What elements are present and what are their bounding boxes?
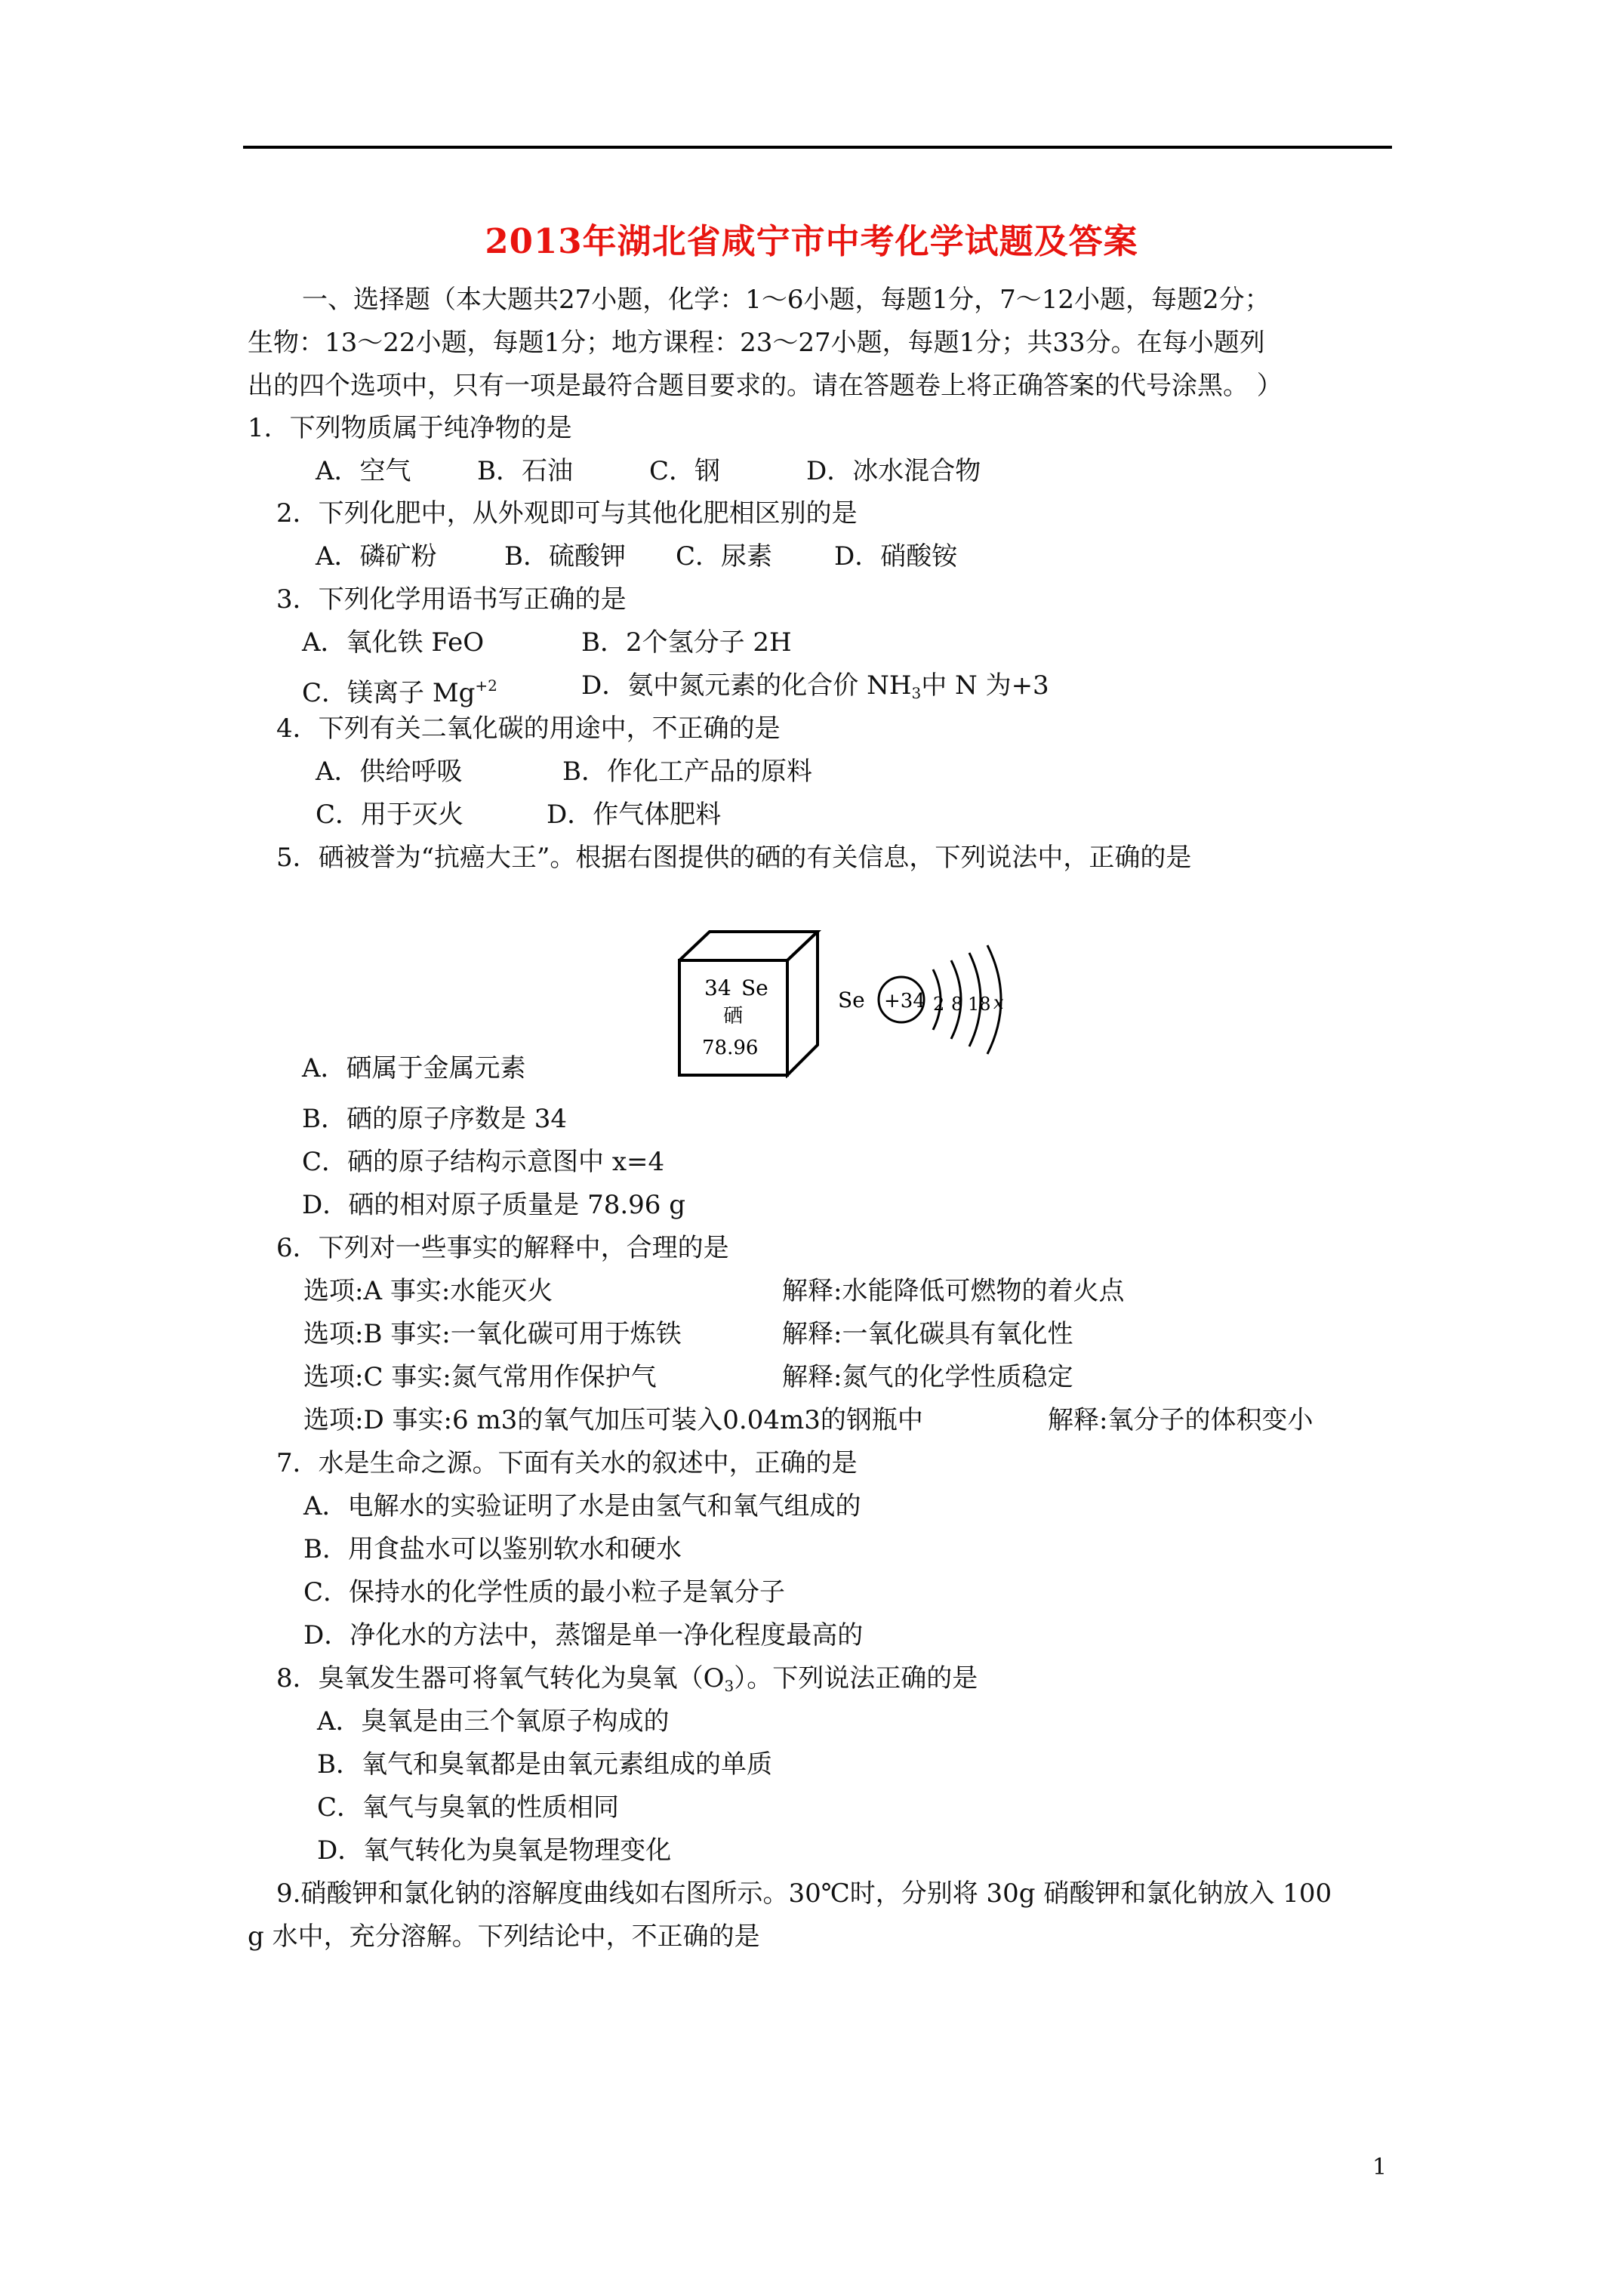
q9-line-2: g 水中，充分溶解。下列结论中，不正确的是 [248, 1922, 760, 1952]
q2-option-c: C．尿素 [676, 541, 773, 572]
q7-option-c: C．保持水的化学性质的最小粒子是氧分子 [303, 1577, 786, 1607]
q1-option-c: C．钢 [649, 456, 721, 486]
q4-stem: 4．下列有关二氧化碳的用途中，不正确的是 [276, 713, 781, 744]
q1-option-d: D．冰水混合物 [806, 456, 981, 486]
q6-stem: 6．下列对一些事实的解释中，合理的是 [276, 1233, 729, 1263]
q6-row-a-fact: 选项:A 事实:水能灭火 [303, 1276, 553, 1306]
atomic-number: 34 [704, 975, 731, 1000]
q1-stem: 1．下列物质属于纯净物的是 [248, 413, 572, 443]
element-name: 硒 [723, 1005, 744, 1028]
q2-option-d: D．硝酸铵 [834, 541, 958, 572]
q5-stem: 5．硒被誉为“抗癌大王”。根据右图提供的硒的有关信息，下列说法中，正确的是 [276, 843, 1192, 873]
q6-row-b-fact: 选项:B 事实:一氧化碳可用于炼铁 [303, 1319, 682, 1349]
q6-row-b-explain: 解释:一氧化碳具有氧化性 [782, 1319, 1073, 1349]
q5-option-c: C．硒的原子结构示意图中 x=4 [302, 1147, 665, 1177]
q5-option-b: B．硒的原子序数是 34 [302, 1104, 568, 1134]
q3-option-a: A．氧化铁 FeO [302, 627, 485, 658]
q1-option-a: A．空气 [316, 456, 411, 486]
q4-option-c: C．用于灭火 [316, 800, 464, 830]
atomic-mass: 78.96 [702, 1037, 759, 1059]
q8-option-b: B．氧气和臭氧都是由氧元素组成的单质 [317, 1749, 772, 1780]
q7-option-d: D．净化水的方法中，蒸馏是单一净化程度最高的 [303, 1620, 864, 1650]
q6-row-c-explain: 解释:氮气的化学性质稳定 [782, 1362, 1073, 1392]
atom-symbol: Se [838, 988, 865, 1012]
q3-stem: 3．下列化学用语书写正确的是 [276, 584, 627, 615]
q3-option-b: B．2个氢分子 2H [581, 627, 792, 658]
q7-option-b: B．用食盐水可以鉴别软水和硬水 [303, 1534, 682, 1564]
shell-count-3: 18 [968, 994, 991, 1015]
q9-line-1: 9.硝酸钾和氯化钠的溶解度曲线如右图所示。30℃时，分别将 30g 硝酸钾和氯化钠放入 100 [276, 1878, 1332, 1909]
nucleus-charge: +34 [884, 990, 925, 1012]
element-symbol: Se [741, 975, 768, 1000]
shell-count-2: 8 [951, 994, 963, 1015]
q6-row-a-explain: 解释:水能降低可燃物的着火点 [782, 1276, 1125, 1306]
q2-stem: 2．下列化肥中，从外观即可与其他化肥相区别的是 [276, 498, 858, 529]
q1-option-b: B．石油 [477, 456, 573, 486]
intro-line-3: 出的四个选项中，只有一项是最符合题目要求的。请在答题卷上将正确答案的代号涂黑。 ） [248, 371, 1283, 401]
page-number: 1 [1372, 2154, 1387, 2180]
q2-option-b: B．硫酸钾 [504, 541, 626, 572]
q6-row-d-fact: 选项:D 事实:6 m3的氧气加压可装入0.04m3的钢瓶中 [303, 1405, 923, 1435]
selenium-figure [678, 930, 1030, 1078]
q4-option-b: B．作化工产品的原料 [562, 757, 812, 787]
q8-option-a: A．臭氧是由三个氧原子构成的 [317, 1706, 670, 1737]
q7-stem: 7．水是生命之源。下面有关水的叙述中，正确的是 [276, 1448, 858, 1478]
q6-row-c-fact: 选项:C 事实:氮气常用作保护气 [303, 1362, 657, 1392]
q8-option-d: D．氧气转化为臭氧是物理变化 [317, 1835, 672, 1866]
q5-option-d: D．硒的相对原子质量是 78.96 g [302, 1190, 685, 1220]
page-title: 2013年湖北省咸宁市中考化学试题及答案 [485, 221, 1138, 261]
q4-option-d: D．作气体肥料 [547, 800, 722, 830]
intro-line-1: 一、选择题（本大题共27小题，化学：1～6小题，每题1分，7～12小题，每题2分； [302, 285, 1270, 315]
q6-row-d-explain: 解释:氧分子的体积变小 [1048, 1405, 1313, 1435]
q4-option-a: A．供给呼吸 [316, 757, 463, 787]
intro-line-2: 生物：13～22小题，每题1分；地方课程：23～27小题，每题1分；共33分。在每小题列 [248, 328, 1265, 358]
shell-count-4: x [993, 992, 1004, 1013]
q8-stem: 8．臭氧发生器可将氧气转化为臭氧$(O_3)$。下列说法正确的是 [276, 1663, 978, 1695]
q3-option-c: C．镁离子 $Mg^{+2}$ [302, 676, 497, 708]
q7-option-a: A．电解水的实验证明了水是由氢气和氧气组成的 [303, 1491, 861, 1521]
header-rule [243, 146, 1392, 149]
q2-option-a: A．磷矿粉 [316, 541, 437, 572]
shell-count-1: 2 [933, 994, 945, 1015]
q5-option-a: A．硒属于金属元素 [302, 1053, 526, 1083]
q8-option-c: C．氧气与臭氧的性质相同 [317, 1792, 620, 1823]
q3-option-d: D．氨中氮元素的化合价 $NH_3$中 N 为+3 [581, 670, 1049, 702]
